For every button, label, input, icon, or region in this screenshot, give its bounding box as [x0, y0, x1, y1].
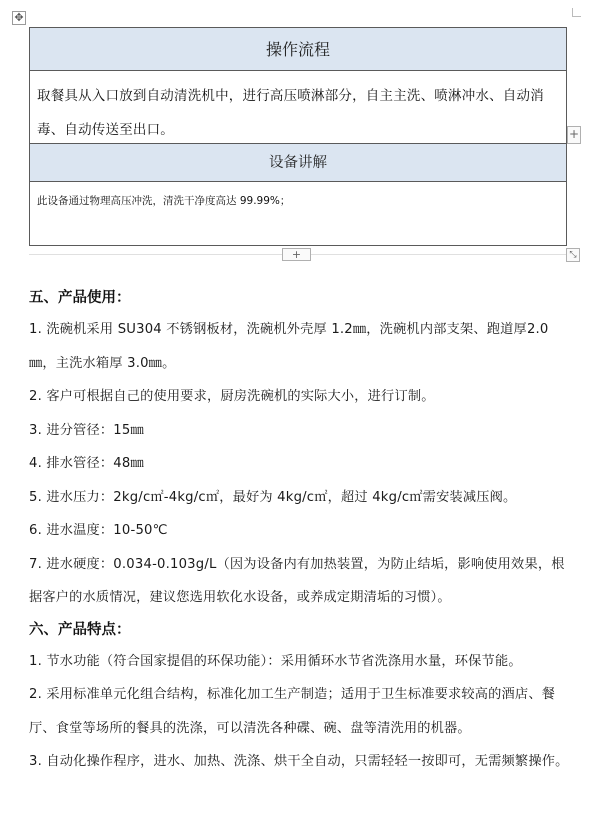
list-item: 2. 采用标准单元化组合结构，标准化加工生产制造；适用于卫生标准要求较高的酒店、餐厅、食堂等场所的餐具的洗涤，可以清洗各种碟、碗、盘等清洗用的机器。	[29, 687, 556, 736]
list-item: 1. 节水功能（符合国家提倡的环保功能）：采用循环水节省洗涤用水量，环保节能。	[29, 653, 522, 669]
table-header-process: 操作流程	[30, 28, 566, 71]
table-header-equipment: 设备讲解	[30, 144, 566, 182]
list-item: 2. 客户可根据自己的使用要求，厨房洗碗机的实际大小，进行订制。	[29, 389, 435, 404]
section-heading-usage: 五、产品使用：	[29, 290, 131, 306]
document-body	[29, 283, 574, 779]
page-corner-mark	[572, 8, 581, 17]
list-item: 6. 进水温度：10-50℃	[29, 523, 168, 538]
add-column-button[interactable]: +	[567, 126, 581, 144]
table-bottom-guide-right	[311, 254, 567, 255]
list-item: 1. 洗碗机采用 SU304 不锈钢板材，洗碗机外壳厚 1.2㎜，洗碗机内部支架、跑道厚2.0㎜，主洗水箱厚 3.0㎜。	[29, 322, 549, 371]
list-item: 4. 排水管径：48㎜	[29, 456, 144, 471]
list-item: 3. 进分管径：15㎜	[29, 422, 144, 438]
list-item: 5. 进水压力：2kg/c㎡-4kg/c㎡，最好为 4kg/c㎡，超过 4kg/c㎡需安装减压阀。	[29, 489, 517, 505]
table-resize-handle-icon[interactable]: ⤡	[566, 248, 580, 262]
table-cell-process-text[interactable]: 取餐具从入口放到自动清洗机中，进行高压喷淋部分，自主主洗、喷淋冲水、自动消毒、自动传送至出口。	[30, 71, 566, 144]
list-item: 3. 自动化操作程序，进水、加热、洗涤、烘干全自动，只需轻轻一按即可，无需频繁操作。	[29, 754, 569, 769]
list-item: 7. 进水硬度：0.034-0.103g/L（因为设备内有加热装置，为防止结垢，影响使用效果，根据客户的水质情况，建议您选用软化水设备，或养成定期清垢的习惯）。	[29, 556, 565, 605]
table-bottom-guide-left	[29, 254, 282, 255]
process-table	[29, 27, 567, 246]
table-move-handle-icon[interactable]: ✥	[12, 11, 26, 25]
table-cell-equipment-text[interactable]: 此设备通过物理高压冲洗，清洗干净度高达 99.99%；	[37, 195, 291, 207]
add-row-button[interactable]: +	[282, 248, 311, 261]
section-heading-features: 六、产品特点：	[29, 621, 131, 638]
